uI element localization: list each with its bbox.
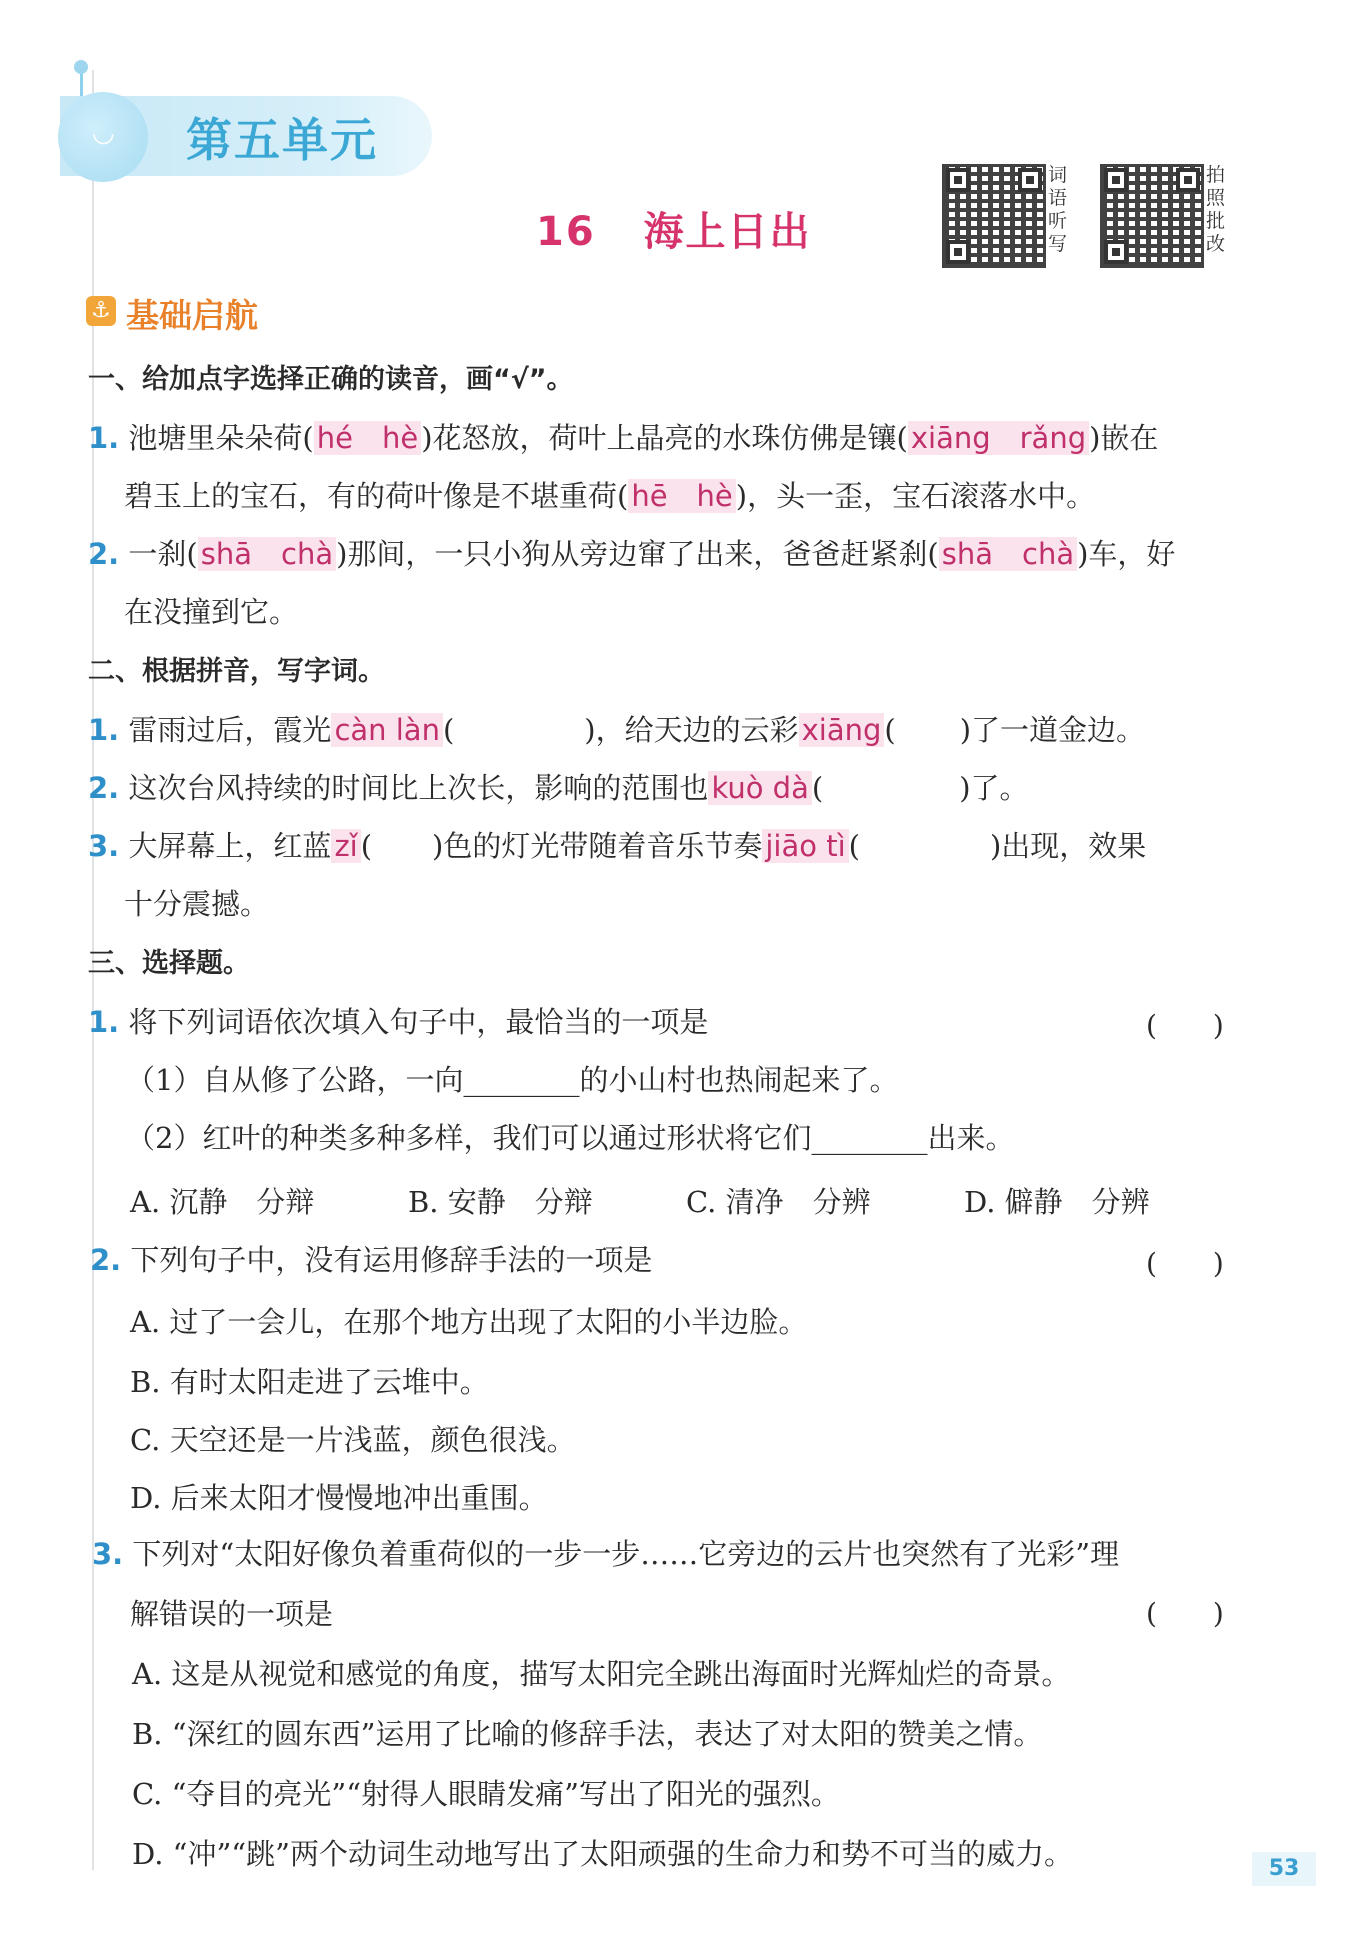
question-text: 一刹( xyxy=(128,537,198,571)
part3-q1-sentence1: （1）自从修了公路，一向________的小山村也热闹起来了。 xyxy=(126,1063,899,1097)
option-c[interactable]: C. 天空还是一片浅蓝，颜色很浅。 xyxy=(130,1423,576,1457)
question-text: 大屏幕上，红蓝 xyxy=(128,829,332,863)
question-text: ( xyxy=(884,713,896,747)
question-number: 1. xyxy=(88,713,120,747)
part3-q3-stem-line2: 解错误的一项是 xyxy=(130,1597,334,1631)
question-number: 2. xyxy=(88,537,120,571)
question-text: 将下列词语依次填入句子中，最恰当的一项是 xyxy=(128,1005,709,1039)
option-d[interactable]: D. 僻静 分辨 xyxy=(964,1185,1150,1219)
answer-parentheses[interactable]: ( ) xyxy=(1146,1247,1224,1280)
unit-title: 第五单元 xyxy=(186,113,378,167)
pinyin-option[interactable]: hē hè xyxy=(628,479,735,513)
question-text: )出现，效果 xyxy=(989,829,1147,863)
pinyin-prompt: zǐ xyxy=(331,829,360,863)
page-number: 53 xyxy=(1252,1852,1316,1886)
question-number: 2. xyxy=(88,771,120,805)
part3-heading: 三、选择题。 xyxy=(88,948,250,979)
option-a[interactable]: A. 沉静 分辩 xyxy=(130,1185,315,1219)
lesson-title xyxy=(536,200,811,257)
pinyin-option[interactable]: shā chà xyxy=(939,537,1077,571)
question-text: ( xyxy=(442,713,455,747)
question-number: 3. xyxy=(92,1537,124,1571)
part3-q3-stem-line1 xyxy=(92,1534,1119,1574)
answer-parentheses[interactable]: ( ) xyxy=(1146,1009,1224,1042)
option-a[interactable]: A. 过了一会儿，在那个地方出现了太阳的小半边脸。 xyxy=(130,1305,808,1339)
question-number: 1. xyxy=(88,1005,120,1039)
option-b[interactable]: B. 有时太阳走进了云堆中。 xyxy=(130,1365,489,1399)
part2-q1 xyxy=(88,710,1145,750)
question-text: 碧玉上的宝石，有的荷叶像是不堪重荷( xyxy=(124,479,629,513)
pinyin-prompt: xiāng xyxy=(799,713,885,747)
part1-q1-line2 xyxy=(124,476,1095,516)
question-text: 雷雨过后，霞光 xyxy=(128,713,332,747)
part3-q1-sentence2: （2）红叶的种类多种多样，我们可以通过形状将它们________出来。 xyxy=(126,1121,1015,1155)
part2-q2 xyxy=(88,768,1029,808)
question-text: ( xyxy=(848,829,860,863)
question-number: 3. xyxy=(88,829,120,863)
option-b[interactable]: B. 安静 分辩 xyxy=(408,1185,593,1219)
lesson-number: 16 xyxy=(536,209,596,255)
pinyin-prompt: kuò dà xyxy=(708,771,811,805)
question-text: ( xyxy=(811,771,824,805)
qr-label-grading: 拍照批改 xyxy=(1206,164,1226,255)
pinyin-prompt: càn làn xyxy=(331,713,443,747)
section-title: 基础启航 xyxy=(126,296,258,335)
question-text: )了一道金边。 xyxy=(959,713,1146,747)
part3-q1-stem xyxy=(88,1002,708,1042)
pinyin-prompt: jiāo tì xyxy=(762,829,848,863)
question-text: )色的灯光带随着音乐节奏 xyxy=(432,829,763,863)
qr-code-dictation[interactable] xyxy=(942,164,1046,268)
part1-q1-line1 xyxy=(88,418,1158,458)
question-text: )，头一歪，宝石滚落水中。 xyxy=(735,479,1096,513)
question-text: 下列对“太阳好像负着重荷似的一步一步……它旁边的云片也突然有了光彩”理 xyxy=(132,1537,1120,1571)
question-text: )车，好 xyxy=(1077,537,1176,571)
option-b[interactable]: B. “深红的圆东西”运用了比喻的修辞手法，表达了对太阳的赞美之情。 xyxy=(132,1717,1043,1751)
question-text: 池塘里朵朵荷( xyxy=(128,421,314,455)
anchor-icon: ⚓ xyxy=(86,296,116,326)
mascot-smile-icon: ◡ xyxy=(92,118,115,148)
question-text: ( xyxy=(360,829,373,863)
pinyin-option[interactable]: xiāng rǎng xyxy=(908,421,1089,455)
question-text: 这次台风持续的时间比上次长，影响的范围也 xyxy=(128,771,709,805)
answer-parentheses[interactable]: ( ) xyxy=(1146,1597,1224,1630)
question-text: )，给天边的云彩 xyxy=(584,713,799,747)
option-d[interactable]: D. 后来太阳才慢慢地冲出重围。 xyxy=(130,1481,548,1515)
question-text: )嵌在 xyxy=(1089,421,1159,455)
qr-label-dictation: 词语听写 xyxy=(1048,164,1068,255)
part3-q2-stem xyxy=(90,1240,652,1280)
part2-heading: 二、根据拼音，写字词。 xyxy=(88,656,385,687)
qr-code-grading[interactable] xyxy=(1100,164,1204,268)
question-text: )了。 xyxy=(959,771,1029,805)
question-number: 1. xyxy=(88,421,120,455)
mascot-antenna-ball xyxy=(74,60,88,74)
option-c[interactable]: C. “夺目的亮光”“射得人眼睛发痛”写出了阳光的强烈。 xyxy=(132,1777,840,1811)
option-c[interactable]: C. 清净 分辨 xyxy=(686,1185,871,1219)
part2-q3-line1 xyxy=(88,826,1146,866)
question-number: 2. xyxy=(90,1243,122,1277)
part1-q2-line2: 在没撞到它。 xyxy=(124,595,299,629)
option-d[interactable]: D. “冲”“跳”两个动词生动地写出了太阳顽强的生命力和势不可当的威力。 xyxy=(132,1837,1073,1871)
pinyin-option[interactable]: shā chà xyxy=(198,537,336,571)
part2-q3-line2: 十分震撼。 xyxy=(124,887,270,921)
question-text: )花怒放，荷叶上晶亮的水珠仿佛是镶( xyxy=(421,421,908,455)
pinyin-option[interactable]: hé hè xyxy=(314,421,421,455)
lesson-name: 海上日出 xyxy=(643,209,812,255)
part1-q2-line1 xyxy=(88,534,1175,574)
question-text: )那间，一只小狗从旁边窜了出来，爸爸赶紧刹( xyxy=(336,537,939,571)
part1-heading: 一、给加点字选择正确的读音，画“√”。 xyxy=(88,364,574,395)
question-text: 下列句子中，没有运用修辞手法的一项是 xyxy=(130,1243,653,1277)
option-a[interactable]: A. 这是从视觉和感觉的角度，描写太阳完全跳出海面时光辉灿烂的奇景。 xyxy=(132,1657,1071,1691)
